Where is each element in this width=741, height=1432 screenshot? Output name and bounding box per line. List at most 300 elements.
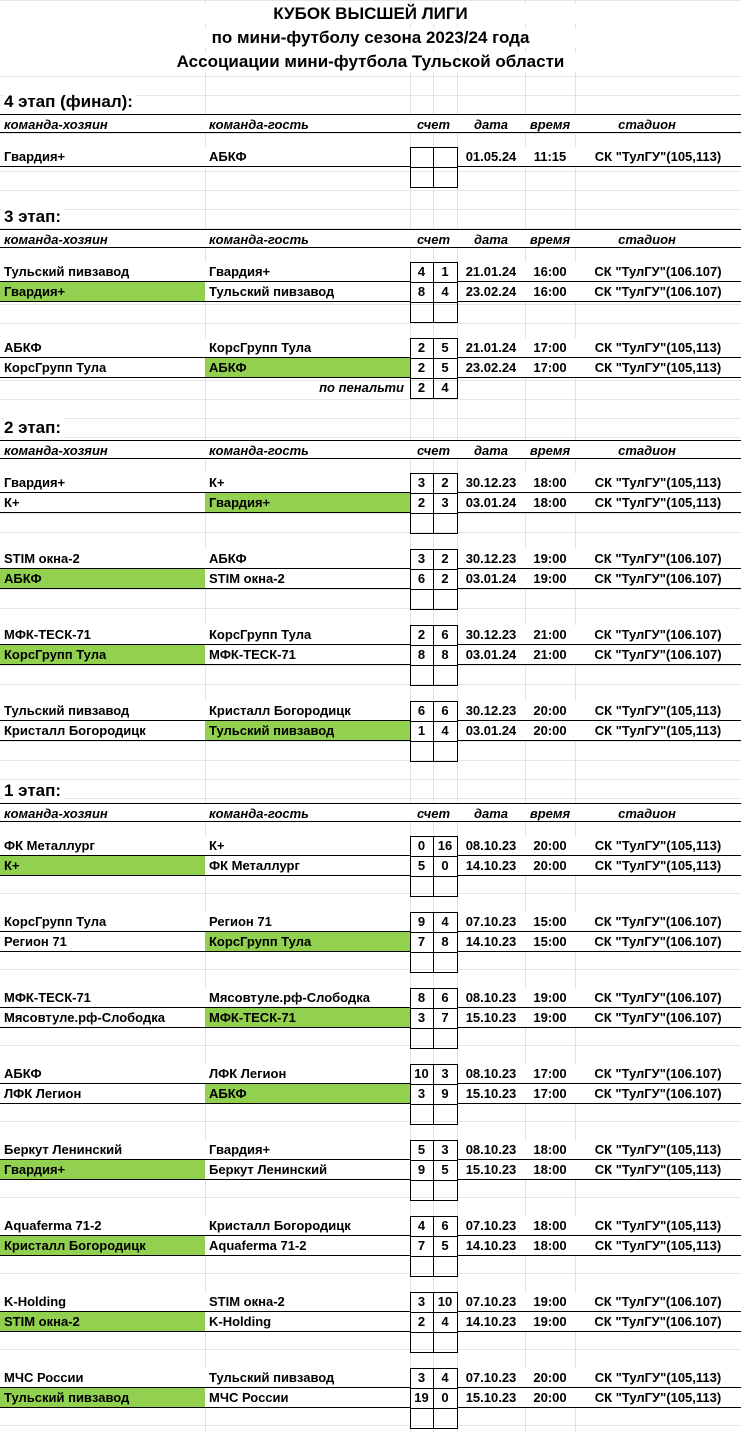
penalty-row <box>0 378 741 398</box>
header-home: команда-хозяин <box>4 806 108 821</box>
match-time: 19:00 <box>525 1008 575 1028</box>
score-box-away <box>433 988 458 1049</box>
home-team: Тульский пивзавод <box>0 262 205 282</box>
away-score: 1 <box>441 264 449 279</box>
header-home: команда-хозяин <box>4 232 108 247</box>
grid-line <box>0 532 741 533</box>
match-stadium: СК "ТулГУ"(105,113) <box>575 1216 741 1236</box>
grid-line <box>0 133 741 134</box>
grid-line <box>0 760 741 761</box>
away-score: 5 <box>441 1238 449 1253</box>
score-box-divider <box>410 1312 458 1313</box>
home-team: АБКФ <box>0 338 205 358</box>
grid-line <box>0 684 741 685</box>
header-stadium: стадион <box>618 806 676 821</box>
match-time: 21:00 <box>525 645 575 665</box>
match-stadium: СК "ТулГУ"(106.107) <box>575 549 741 569</box>
match-date: 07.10.23 <box>457 1368 525 1388</box>
score-box-divider <box>410 856 458 857</box>
home-score: 19 <box>414 1390 429 1405</box>
header-date: дата <box>473 443 509 458</box>
away-team: Тульский пивзавод <box>205 721 410 741</box>
score-box-away <box>433 1368 458 1429</box>
grid-line <box>0 589 741 590</box>
match-time: 17:00 <box>525 358 575 378</box>
away-team: Тульский пивзавод <box>205 1368 410 1388</box>
score-box-home <box>410 836 434 897</box>
grid-line <box>0 608 741 609</box>
score-box-home <box>410 1216 434 1277</box>
away-team: STIM окна-2 <box>205 569 410 589</box>
match-time: 19:00 <box>525 569 575 589</box>
away-score: 6 <box>441 627 449 642</box>
away-score: 6 <box>441 1218 449 1233</box>
title-line-2: по мини-футболу сезона 2023/24 года <box>0 28 741 48</box>
away-team: Тульский пивзавод <box>205 282 410 302</box>
score-box-divider <box>410 1008 458 1009</box>
score-box-away <box>433 625 458 686</box>
match-row <box>0 912 741 932</box>
away-team: Гвардия+ <box>205 262 410 282</box>
header-date: дата <box>473 232 509 247</box>
home-score: 6 <box>417 703 426 718</box>
home-score: 8 <box>417 647 426 662</box>
home-score: 9 <box>417 1162 426 1177</box>
match-time: 19:00 <box>525 549 575 569</box>
grid-line <box>0 798 741 799</box>
match-stadium: СК "ТулГУ"(105,113) <box>575 721 741 741</box>
grid-line <box>0 741 741 742</box>
stage-title: 3 этап: <box>4 207 65 227</box>
away-team: Гвардия+ <box>205 493 410 513</box>
home-score: 5 <box>417 858 426 873</box>
home-score: 1 <box>417 723 426 738</box>
score-box-home <box>410 912 434 973</box>
grid-line <box>0 969 741 970</box>
match-row <box>0 1160 741 1180</box>
away-score: 4 <box>441 1314 449 1329</box>
home-team: STIM окна-2 <box>0 549 205 569</box>
away-team: ФК Металлург <box>205 856 410 876</box>
score-box-away <box>433 701 458 762</box>
away-team: КорсГрупп Тула <box>205 338 410 358</box>
match-stadium: СК "ТулГУ"(106.107) <box>575 932 741 952</box>
score-box-divider <box>410 302 458 303</box>
score-box-divider <box>410 569 458 570</box>
match-row <box>0 549 741 569</box>
header-row <box>0 229 741 248</box>
match-date: 14.10.23 <box>457 1312 525 1332</box>
score-box-divider <box>410 358 458 359</box>
score-box-divider <box>410 1408 458 1409</box>
match-date: 03.01.24 <box>457 493 525 513</box>
away-team: Кристалл Богородицк <box>205 1216 410 1236</box>
score-box-home <box>410 1368 434 1429</box>
away-score: 3 <box>441 1142 449 1157</box>
score-box-divider <box>410 513 458 514</box>
away-team: Aquaferma 71-2 <box>205 1236 410 1256</box>
match-row <box>0 701 741 721</box>
away-team: Беркут Ленинский <box>205 1160 410 1180</box>
away-team: Регион 71 <box>205 912 410 932</box>
grid-line <box>0 76 741 77</box>
match-row <box>0 147 741 167</box>
penalty-label: по пенальти <box>319 380 404 395</box>
home-team: Гвардия+ <box>0 1160 205 1180</box>
match-time: 18:00 <box>525 1216 575 1236</box>
match-time: 17:00 <box>525 1084 575 1104</box>
score-box-home <box>410 988 434 1049</box>
grid-line <box>0 1349 741 1350</box>
match-time: 18:00 <box>525 1236 575 1256</box>
match-row <box>0 932 741 952</box>
score-box-divider <box>410 589 458 590</box>
score-box-divider <box>410 952 458 953</box>
away-team: КорсГрупп Тула <box>205 625 410 645</box>
match-stadium: СК "ТулГУ"(105,113) <box>575 1140 741 1160</box>
header-stadium: стадион <box>618 232 676 247</box>
score-box-divider <box>410 665 458 666</box>
grid-line <box>0 399 741 400</box>
match-row <box>0 569 741 589</box>
score-box-divider <box>410 645 458 646</box>
score-box-divider <box>410 1104 458 1105</box>
away-score: 9 <box>441 1086 449 1101</box>
grid-line <box>0 304 741 305</box>
home-score: 2 <box>417 360 426 375</box>
away-team: МФК-ТЕСК-71 <box>205 645 410 665</box>
header-score: счет <box>416 443 451 458</box>
match-date: 07.10.23 <box>457 912 525 932</box>
away-team: АБКФ <box>205 358 410 378</box>
away-team: АБКФ <box>205 147 410 167</box>
header-score: счет <box>416 117 451 132</box>
match-time: 20:00 <box>525 701 575 721</box>
score-box-divider <box>410 167 458 168</box>
match-date: 07.10.23 <box>457 1292 525 1312</box>
match-date: 30.12.23 <box>457 549 525 569</box>
header-date: дата <box>473 806 509 821</box>
header-away: команда-гость <box>209 117 309 132</box>
header-time: время <box>529 443 571 458</box>
home-score: 3 <box>417 1370 426 1385</box>
away-team: АБКФ <box>205 1084 410 1104</box>
score-box-divider <box>410 1028 458 1029</box>
match-date: 30.12.23 <box>457 625 525 645</box>
match-row <box>0 625 741 645</box>
match-date: 15.10.23 <box>457 1008 525 1028</box>
grid-line <box>0 893 741 894</box>
away-score: 2 <box>441 571 449 586</box>
header-row <box>0 803 741 822</box>
home-team: Aquaferma 71-2 <box>0 1216 205 1236</box>
header-row <box>0 440 741 459</box>
home-team: К+ <box>0 856 205 876</box>
home-score: 4 <box>417 264 426 279</box>
match-row <box>0 473 741 493</box>
home-team: К+ <box>0 493 205 513</box>
away-score: 6 <box>441 990 449 1005</box>
match-date: 15.10.23 <box>457 1084 525 1104</box>
match-row <box>0 836 741 856</box>
grid-line <box>0 171 741 172</box>
score-box-away <box>433 473 458 534</box>
home-team: Гвардия+ <box>0 282 205 302</box>
away-score: 3 <box>441 1066 449 1081</box>
header-home: команда-хозяин <box>4 443 108 458</box>
away-score: 4 <box>441 284 449 299</box>
score-box-away <box>433 1292 458 1353</box>
away-team: ЛФК Легион <box>205 1064 410 1084</box>
home-team: ЛФК Легион <box>0 1084 205 1104</box>
home-team: Кристалл Богородицк <box>0 721 205 741</box>
grid-line <box>0 1425 741 1426</box>
score-box-divider <box>410 1236 458 1237</box>
match-time: 16:00 <box>525 262 575 282</box>
match-stadium: СК "ТулГУ"(105,113) <box>575 1368 741 1388</box>
header-away: команда-гость <box>209 232 309 247</box>
match-row <box>0 1312 741 1332</box>
away-team: МЧС России <box>205 1388 410 1408</box>
match-time: 20:00 <box>525 1368 575 1388</box>
match-stadium: СК "ТулГУ"(106.107) <box>575 282 741 302</box>
match-row <box>0 1140 741 1160</box>
grid-line <box>0 1197 741 1198</box>
score-box-divider <box>410 932 458 933</box>
score-box-away <box>433 338 458 399</box>
home-score: 2 <box>417 340 426 355</box>
home-team: КорсГрупп Тула <box>0 645 205 665</box>
match-stadium: СК "ТулГУ"(106.107) <box>575 569 741 589</box>
match-time: 18:00 <box>525 493 575 513</box>
grid-line <box>0 0 741 1</box>
score-box-home <box>410 1140 434 1201</box>
match-row <box>0 493 741 513</box>
score-box-away <box>433 1216 458 1277</box>
match-stadium: СК "ТулГУ"(105,113) <box>575 358 741 378</box>
match-date: 03.01.24 <box>457 569 525 589</box>
home-score: 10 <box>414 1066 429 1081</box>
match-stadium: СК "ТулГУ"(105,113) <box>575 493 741 513</box>
home-score: 3 <box>417 1086 426 1101</box>
match-row <box>0 1368 741 1388</box>
score-box-away <box>433 549 458 610</box>
match-row <box>0 1084 741 1104</box>
match-stadium: СК "ТулГУ"(105,113) <box>575 473 741 493</box>
grid-line <box>0 1045 741 1046</box>
score-box-away <box>433 836 458 897</box>
home-score: 3 <box>417 1294 426 1309</box>
match-date: 21.01.24 <box>457 338 525 358</box>
home-score: 9 <box>417 914 426 929</box>
home-score: 8 <box>417 284 426 299</box>
score-box-divider <box>410 1388 458 1389</box>
match-stadium: СК "ТулГУ"(105,113) <box>575 701 741 721</box>
match-stadium: СК "ТулГУ"(106.107) <box>575 1084 741 1104</box>
away-team: Мясовтуле.рф-Слободка <box>205 988 410 1008</box>
stage-title: 2 этап: <box>4 418 65 438</box>
match-row <box>0 358 741 378</box>
away-team: K-Holding <box>205 1312 410 1332</box>
away-team: КорсГрупп Тула <box>205 932 410 952</box>
home-score: 3 <box>417 551 426 566</box>
match-row <box>0 262 741 282</box>
home-team: Гвардия+ <box>0 147 205 167</box>
home-team: МФК-ТЕСК-71 <box>0 988 205 1008</box>
match-time: 20:00 <box>525 836 575 856</box>
score-box-away <box>433 912 458 973</box>
match-date: 07.10.23 <box>457 1216 525 1236</box>
stage-title: 1 этап: <box>4 781 65 801</box>
match-stadium: СК "ТулГУ"(105,113) <box>575 856 741 876</box>
home-team: КорсГрупп Тула <box>0 912 205 932</box>
home-team: Гвардия+ <box>0 473 205 493</box>
home-score: 4 <box>417 1218 426 1233</box>
home-team: АБКФ <box>0 569 205 589</box>
header-score: счет <box>416 232 451 247</box>
match-row <box>0 1216 741 1236</box>
score-box-home <box>410 1064 434 1125</box>
score-box-divider <box>410 493 458 494</box>
score-box-away <box>433 1064 458 1125</box>
away-score: 10 <box>437 1294 453 1309</box>
match-time: 20:00 <box>525 721 575 741</box>
score-box-divider <box>410 721 458 722</box>
home-team: АБКФ <box>0 1064 205 1084</box>
match-row <box>0 1064 741 1084</box>
away-team: Кристалл Богородицк <box>205 701 410 721</box>
grid-line <box>0 1121 741 1122</box>
match-stadium: СК "ТулГУ"(105,113) <box>575 147 741 167</box>
header-away: команда-гость <box>209 443 309 458</box>
home-score: 7 <box>417 1238 426 1253</box>
match-time: 18:00 <box>525 1160 575 1180</box>
penalty-away-score: 4 <box>441 380 449 395</box>
home-team: STIM окна-2 <box>0 1312 205 1332</box>
match-time: 20:00 <box>525 1388 575 1408</box>
away-team: STIM окна-2 <box>205 1292 410 1312</box>
score-box-home <box>410 549 434 610</box>
match-row <box>0 988 741 1008</box>
match-stadium: СК "ТулГУ"(105,113) <box>575 338 741 358</box>
away-team: Гвардия+ <box>205 1140 410 1160</box>
match-date: 14.10.23 <box>457 932 525 952</box>
home-score: 8 <box>417 990 426 1005</box>
home-team: Беркут Ленинский <box>0 1140 205 1160</box>
away-score: 5 <box>441 1162 449 1177</box>
title-line-3: Ассоциации мини-футбола Тульской области <box>0 52 741 72</box>
match-time: 15:00 <box>525 912 575 932</box>
header-stadium: стадион <box>618 443 676 458</box>
match-row <box>0 282 741 302</box>
match-stadium: СК "ТулГУ"(105,113) <box>575 836 741 856</box>
score-box-divider <box>410 876 458 877</box>
score-box-away <box>433 262 458 323</box>
match-row <box>0 1292 741 1312</box>
home-team: Тульский пивзавод <box>0 701 205 721</box>
match-date: 15.10.23 <box>457 1160 525 1180</box>
match-row <box>0 721 741 741</box>
match-stadium: СК "ТулГУ"(106.107) <box>575 262 741 282</box>
match-date: 03.01.24 <box>457 721 525 741</box>
away-score: 0 <box>441 1390 449 1405</box>
grid-line <box>0 323 741 324</box>
match-stadium: СК "ТулГУ"(105,113) <box>575 1236 741 1256</box>
grid-line <box>0 418 741 419</box>
away-score: 3 <box>441 495 449 510</box>
away-score: 8 <box>441 934 449 949</box>
match-time: 18:00 <box>525 473 575 493</box>
home-team: КорсГрупп Тула <box>0 358 205 378</box>
home-team: Мясовтуле.рф-Слободка <box>0 1008 205 1028</box>
match-date: 03.01.24 <box>457 645 525 665</box>
match-date: 08.10.23 <box>457 1140 525 1160</box>
header-home: команда-хозяин <box>4 117 108 132</box>
score-box-divider <box>410 1180 458 1181</box>
score-box-divider <box>410 1160 458 1161</box>
score-box-home <box>410 262 434 323</box>
away-score: 4 <box>441 914 449 929</box>
match-time: 16:00 <box>525 282 575 302</box>
match-stadium: СК "ТулГУ"(106.107) <box>575 645 741 665</box>
away-team: К+ <box>205 836 410 856</box>
home-team: МФК-ТЕСК-71 <box>0 625 205 645</box>
header-time: время <box>529 117 571 132</box>
header-row <box>0 114 741 133</box>
away-score: 8 <box>441 647 449 662</box>
away-score: 2 <box>441 551 449 566</box>
score-box-home <box>410 625 434 686</box>
away-score: 4 <box>441 1370 449 1385</box>
home-team: Кристалл Богородицк <box>0 1236 205 1256</box>
away-team: АБКФ <box>205 549 410 569</box>
away-score: 16 <box>437 838 453 853</box>
header-time: время <box>529 232 571 247</box>
match-row <box>0 1388 741 1408</box>
match-time: 19:00 <box>525 988 575 1008</box>
match-stadium: СК "ТулГУ"(106.107) <box>575 1008 741 1028</box>
grid-line <box>0 209 741 210</box>
score-box-divider <box>410 282 458 283</box>
match-time: 20:00 <box>525 856 575 876</box>
match-row <box>0 338 741 358</box>
match-date: 30.12.23 <box>457 701 525 721</box>
score-box-divider <box>410 1084 458 1085</box>
match-stadium: СК "ТулГУ"(105,113) <box>575 1388 741 1408</box>
score-box-divider <box>410 378 458 379</box>
match-date: 30.12.23 <box>457 473 525 493</box>
score-box-divider <box>410 741 458 742</box>
header-time: время <box>529 806 571 821</box>
match-stadium: СК "ТулГУ"(106.107) <box>575 625 741 645</box>
match-row <box>0 1236 741 1256</box>
grid-line <box>0 437 741 438</box>
score-box-home <box>410 473 434 534</box>
away-team: К+ <box>205 473 410 493</box>
away-team: МФК-ТЕСК-71 <box>205 1008 410 1028</box>
title-line-1: КУБОК ВЫСШЕЙ ЛИГИ <box>0 4 741 24</box>
match-time: 15:00 <box>525 932 575 952</box>
penalty-home-score: 2 <box>417 380 426 395</box>
header-score: счет <box>416 806 451 821</box>
home-score: 2 <box>417 627 426 642</box>
match-date: 21.01.24 <box>457 262 525 282</box>
match-stadium: СК "ТулГУ"(106.107) <box>575 1064 741 1084</box>
stage-title: 4 этап (финал): <box>4 92 137 112</box>
grid-line <box>0 779 741 780</box>
score-box-home <box>410 1292 434 1353</box>
match-time: 21:00 <box>525 625 575 645</box>
